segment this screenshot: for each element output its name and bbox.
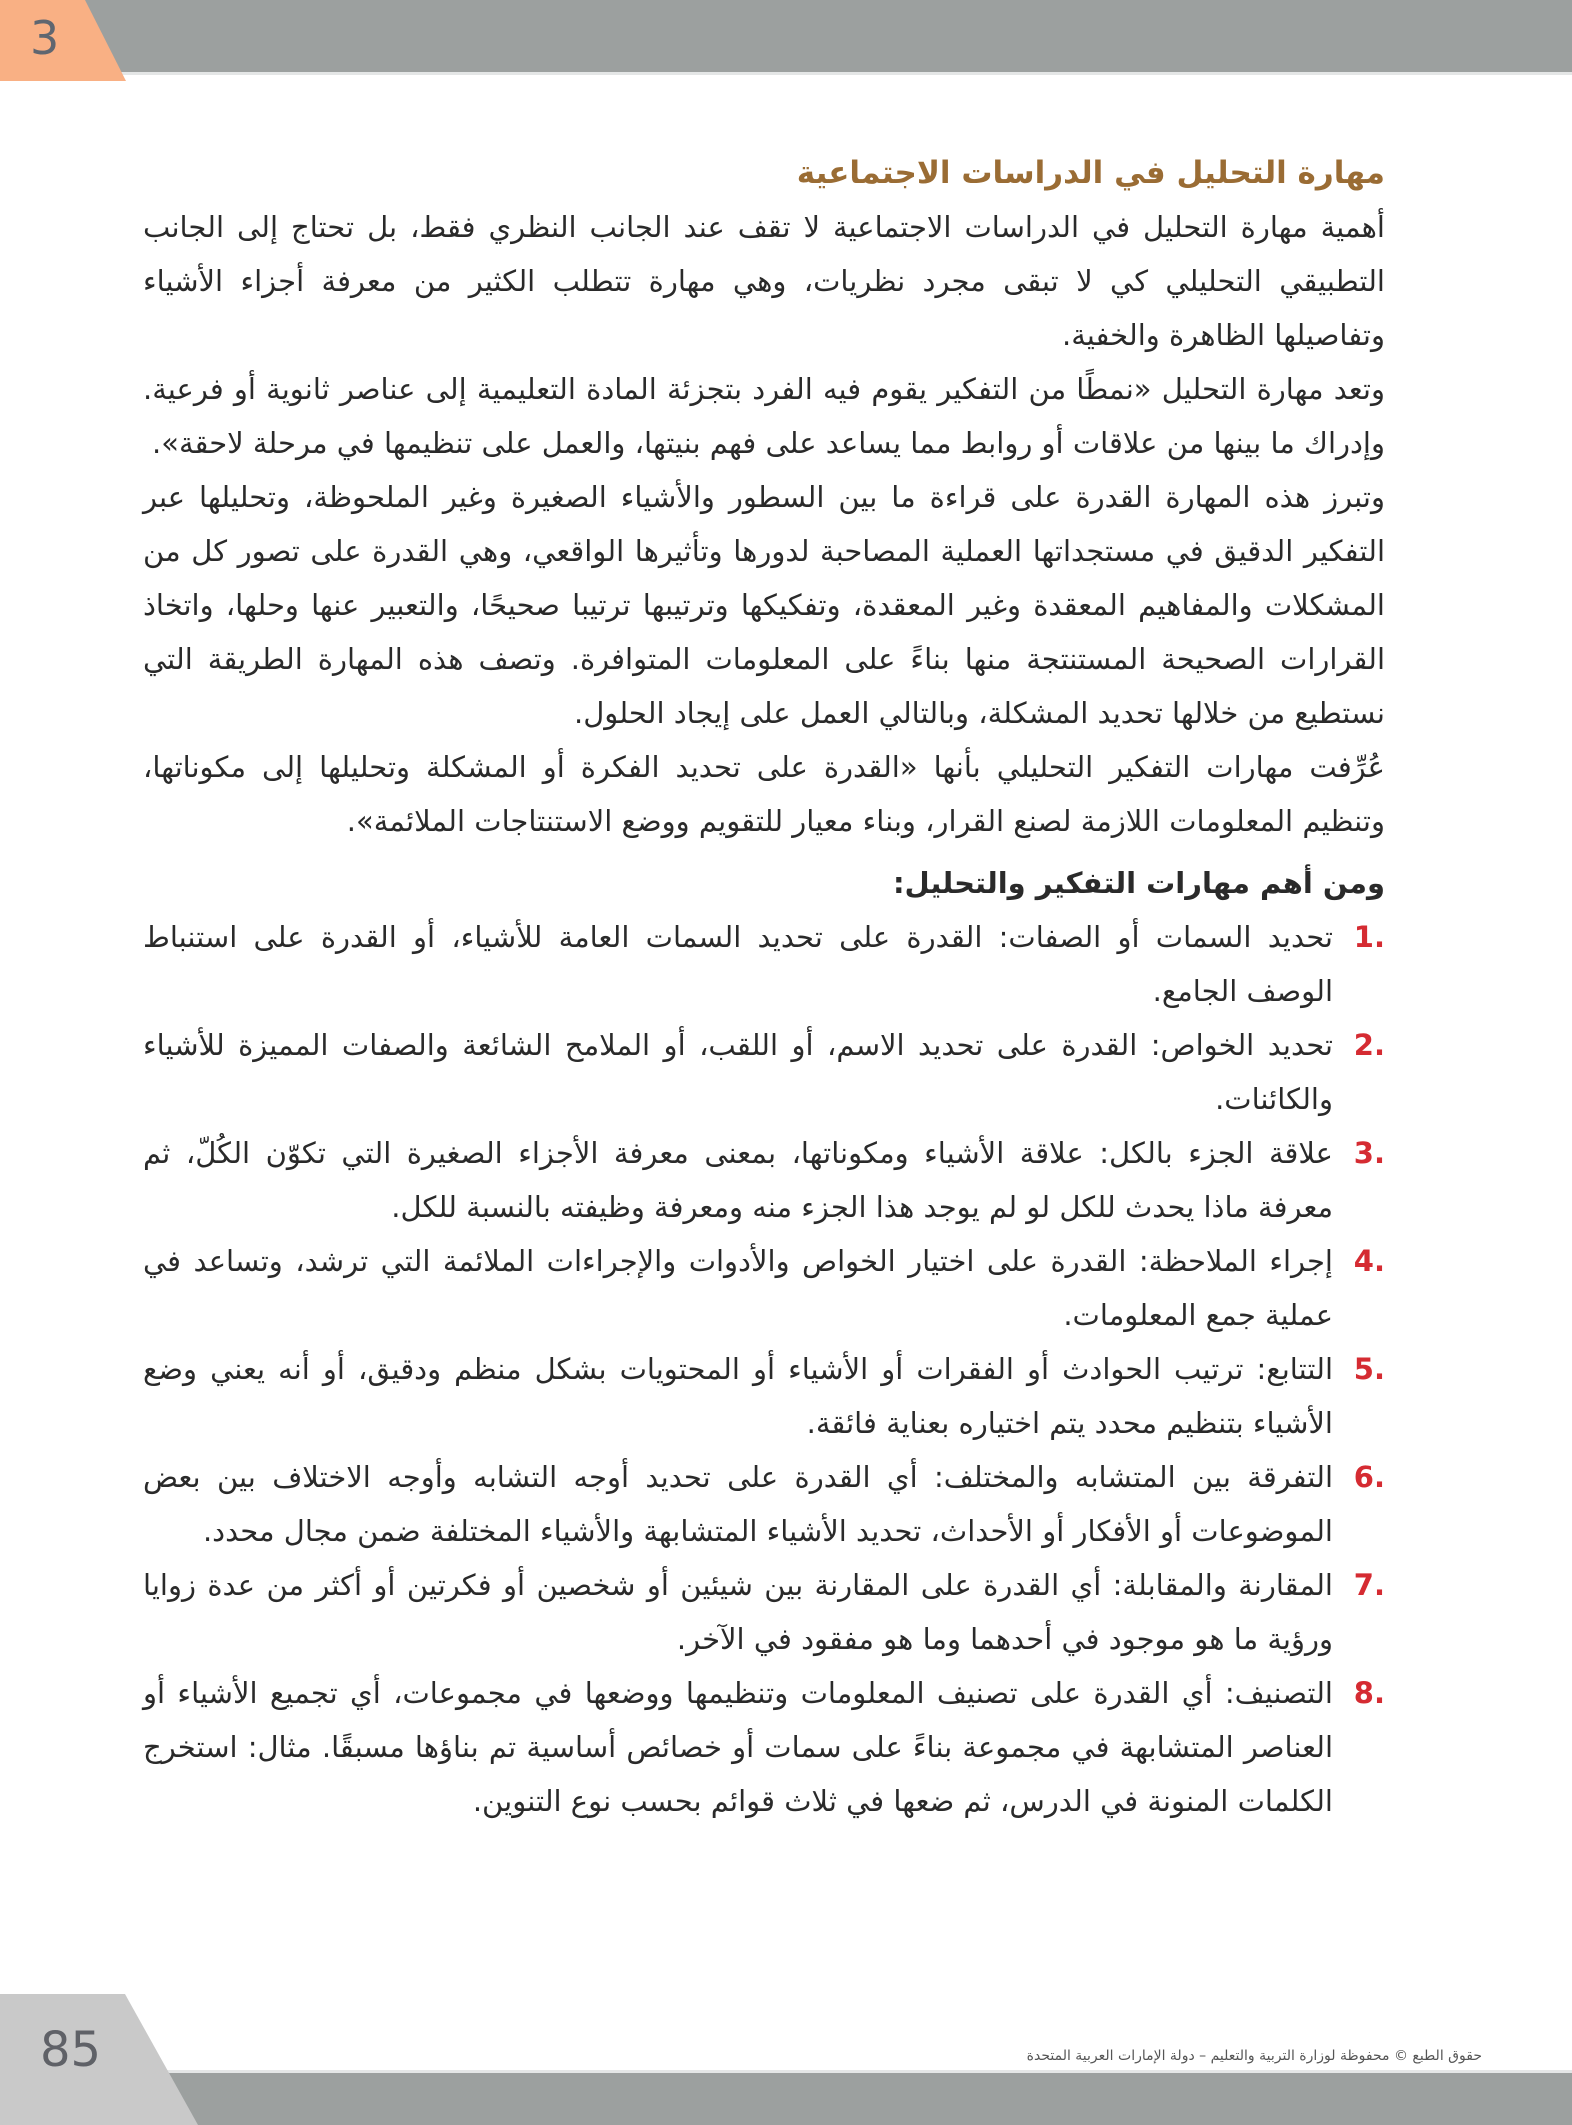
- footer-bar: [0, 2073, 1572, 2125]
- paragraph-analytical-skills: عُرِّفت مهارات التفكير التحليلي بأنها «القدرة على تحديد الفكرة أو المشكلة وتحليلها إلى مكوناتها، وتنظيم المعلومات اللازمة لصنع القرار، وبناء معيار للتقويم ووضع الاستنتاجات الملائمة».: [143, 750, 1385, 838]
- list-item: [143, 1450, 1385, 1558]
- list-number: 1.: [1353, 920, 1385, 954]
- list-number: 8.: [1353, 1676, 1385, 1710]
- list-text: التفرقة بين المتشابه والمختلف: أي القدرة على تحديد أوجه التشابه وأوجه الاختلاف بين بعض الموضوعات أو الأفكار أو الأحداث، تحديد الأشياء المتشابهة والأشياء المختلفة ضمن مجال محدد.: [143, 1460, 1333, 1548]
- list-text: تحديد الخواص: القدرة على تحديد الاسم، أو اللقب، أو الملامح الشائعة والصفات المميزة للأشياء والكائنات.: [143, 1028, 1333, 1116]
- list-number: 4.: [1353, 1244, 1385, 1278]
- page-number: 85: [40, 2022, 102, 2078]
- paragraph-highlights: وتبرز هذه المهارة القدرة على قراءة ما بين السطور والأشياء الصغيرة وغير الملحوظة، وتحليلها عبر التفكير الدقيق في مستجداتها العملية المصاحبة لدورها وتأثيرها الواقعي، وهي القدرة على تصور كل من المشكلات والمفاهيم المعقدة وغير المعقدة، وتفكيكها وترتيبها ترتيبا صحيحًا، والتعبير عنها وحلها، واتخاذ القرارات الصحيحة المستنتجة منها بناءً على المعلومات المتوافرة. وتصف هذه المهارة الطريقة التي نستطيع من خلالها تحديد المشكلة، وبالتالي العمل على إيجاد الحلول.: [143, 480, 1385, 730]
- list-item: [143, 1234, 1385, 1342]
- list-item: [143, 1126, 1385, 1234]
- chapter-number: 3: [30, 11, 60, 65]
- section-title: مهارة التحليل في الدراسات الاجتماعية: [796, 155, 1385, 191]
- list-item: [143, 1018, 1385, 1126]
- list-text: علاقة الجزء بالكل: علاقة الأشياء ومكوناتها، بمعنى معرفة الأجزاء الصغيرة التي تكوّن الكُلّ، ثم معرفة ماذا يحدث للكل لو لم يوجد هذا الجزء منه ومعرفة وظيفته بالنسبة للكل.: [143, 1136, 1333, 1224]
- list-number: 3.: [1353, 1136, 1385, 1170]
- list-number: 2.: [1353, 1028, 1385, 1062]
- list-number: 5.: [1353, 1352, 1385, 1386]
- paragraph-importance: أهمية مهارة التحليل في الدراسات الاجتماعية لا تقف عند الجانب النظري فقط، بل تحتاج إلى الجانب التطبيقي التحليلي كي لا تبقى مجرد نظريات، وهي مهارة تتطلب الكثير من معرفة أجزاء الأشياء وتفاصيلها الظاهرة والخفية.: [143, 210, 1385, 352]
- page-content: [143, 150, 1385, 1828]
- list-item: [143, 1666, 1385, 1828]
- list-text: التصنيف: أي القدرة على تصنيف المعلومات وتنظيمها ووضعها في مجموعات، أي تجميع الأشياء أو العناصر المتشابهة في مجموعة بناءً على سمات أو خصائص أساسية تم بناؤها مسبقًا. مثال: استخرج الكلمات المنونة في الدرس، ثم ضعها في ثلاث قوائم بحسب نوع التنوين.: [143, 1676, 1333, 1818]
- paragraph-definition: وتعد مهارة التحليل «نمطًا من التفكير يقوم فيه الفرد بتجزئة المادة التعليمية إلى عناصر ثانوية أو فرعية. وإدراك ما بينها من علاقات أو روابط مما يساعد على فهم بنيتها، والعمل على تنظيمها في مرحلة لاحقة».: [143, 372, 1385, 460]
- list-text: المقارنة والمقابلة: أي القدرة على المقارنة بين شيئين أو شخصين أو فكرتين أو أكثر من عدة زوايا ورؤية ما هو موجود في أحدهما وما هو مفقود في الآخر.: [143, 1568, 1333, 1656]
- header-bar: [0, 0, 1572, 72]
- list-text: إجراء الملاحظة: القدرة على اختيار الخواص والأدوات والإجراءات الملائمة التي ترشد، وتساعد في عملية جمع المعلومات.: [143, 1244, 1333, 1332]
- list-number: 6.: [1353, 1460, 1385, 1494]
- list-lead: ومن أهم مهارات التفكير والتحليل:: [892, 866, 1385, 900]
- list-item: [143, 910, 1385, 1018]
- header-bar-edge: [0, 72, 1572, 75]
- list-item: [143, 1342, 1385, 1450]
- copyright-notice: حقوق الطبع © محفوظة لوزارة التربية والتعليم – دولة الإمارات العربية المتحدة: [1026, 2048, 1482, 2064]
- list-text: التتابع: ترتيب الحوادث أو الفقرات أو الأشياء أو المحتويات بشكل منظم ودقيق، أو أنه يعني وضع الأشياء بتنظيم محدد يتم اختياره بعناية فائقة.: [143, 1352, 1333, 1440]
- list-text: تحديد السمات أو الصفات: القدرة على تحديد السمات العامة للأشياء، أو القدرة على استنباط الوصف الجامع.: [143, 920, 1333, 1008]
- skills-list: [143, 910, 1385, 1828]
- list-number: 7.: [1353, 1568, 1385, 1602]
- list-item: [143, 1558, 1385, 1666]
